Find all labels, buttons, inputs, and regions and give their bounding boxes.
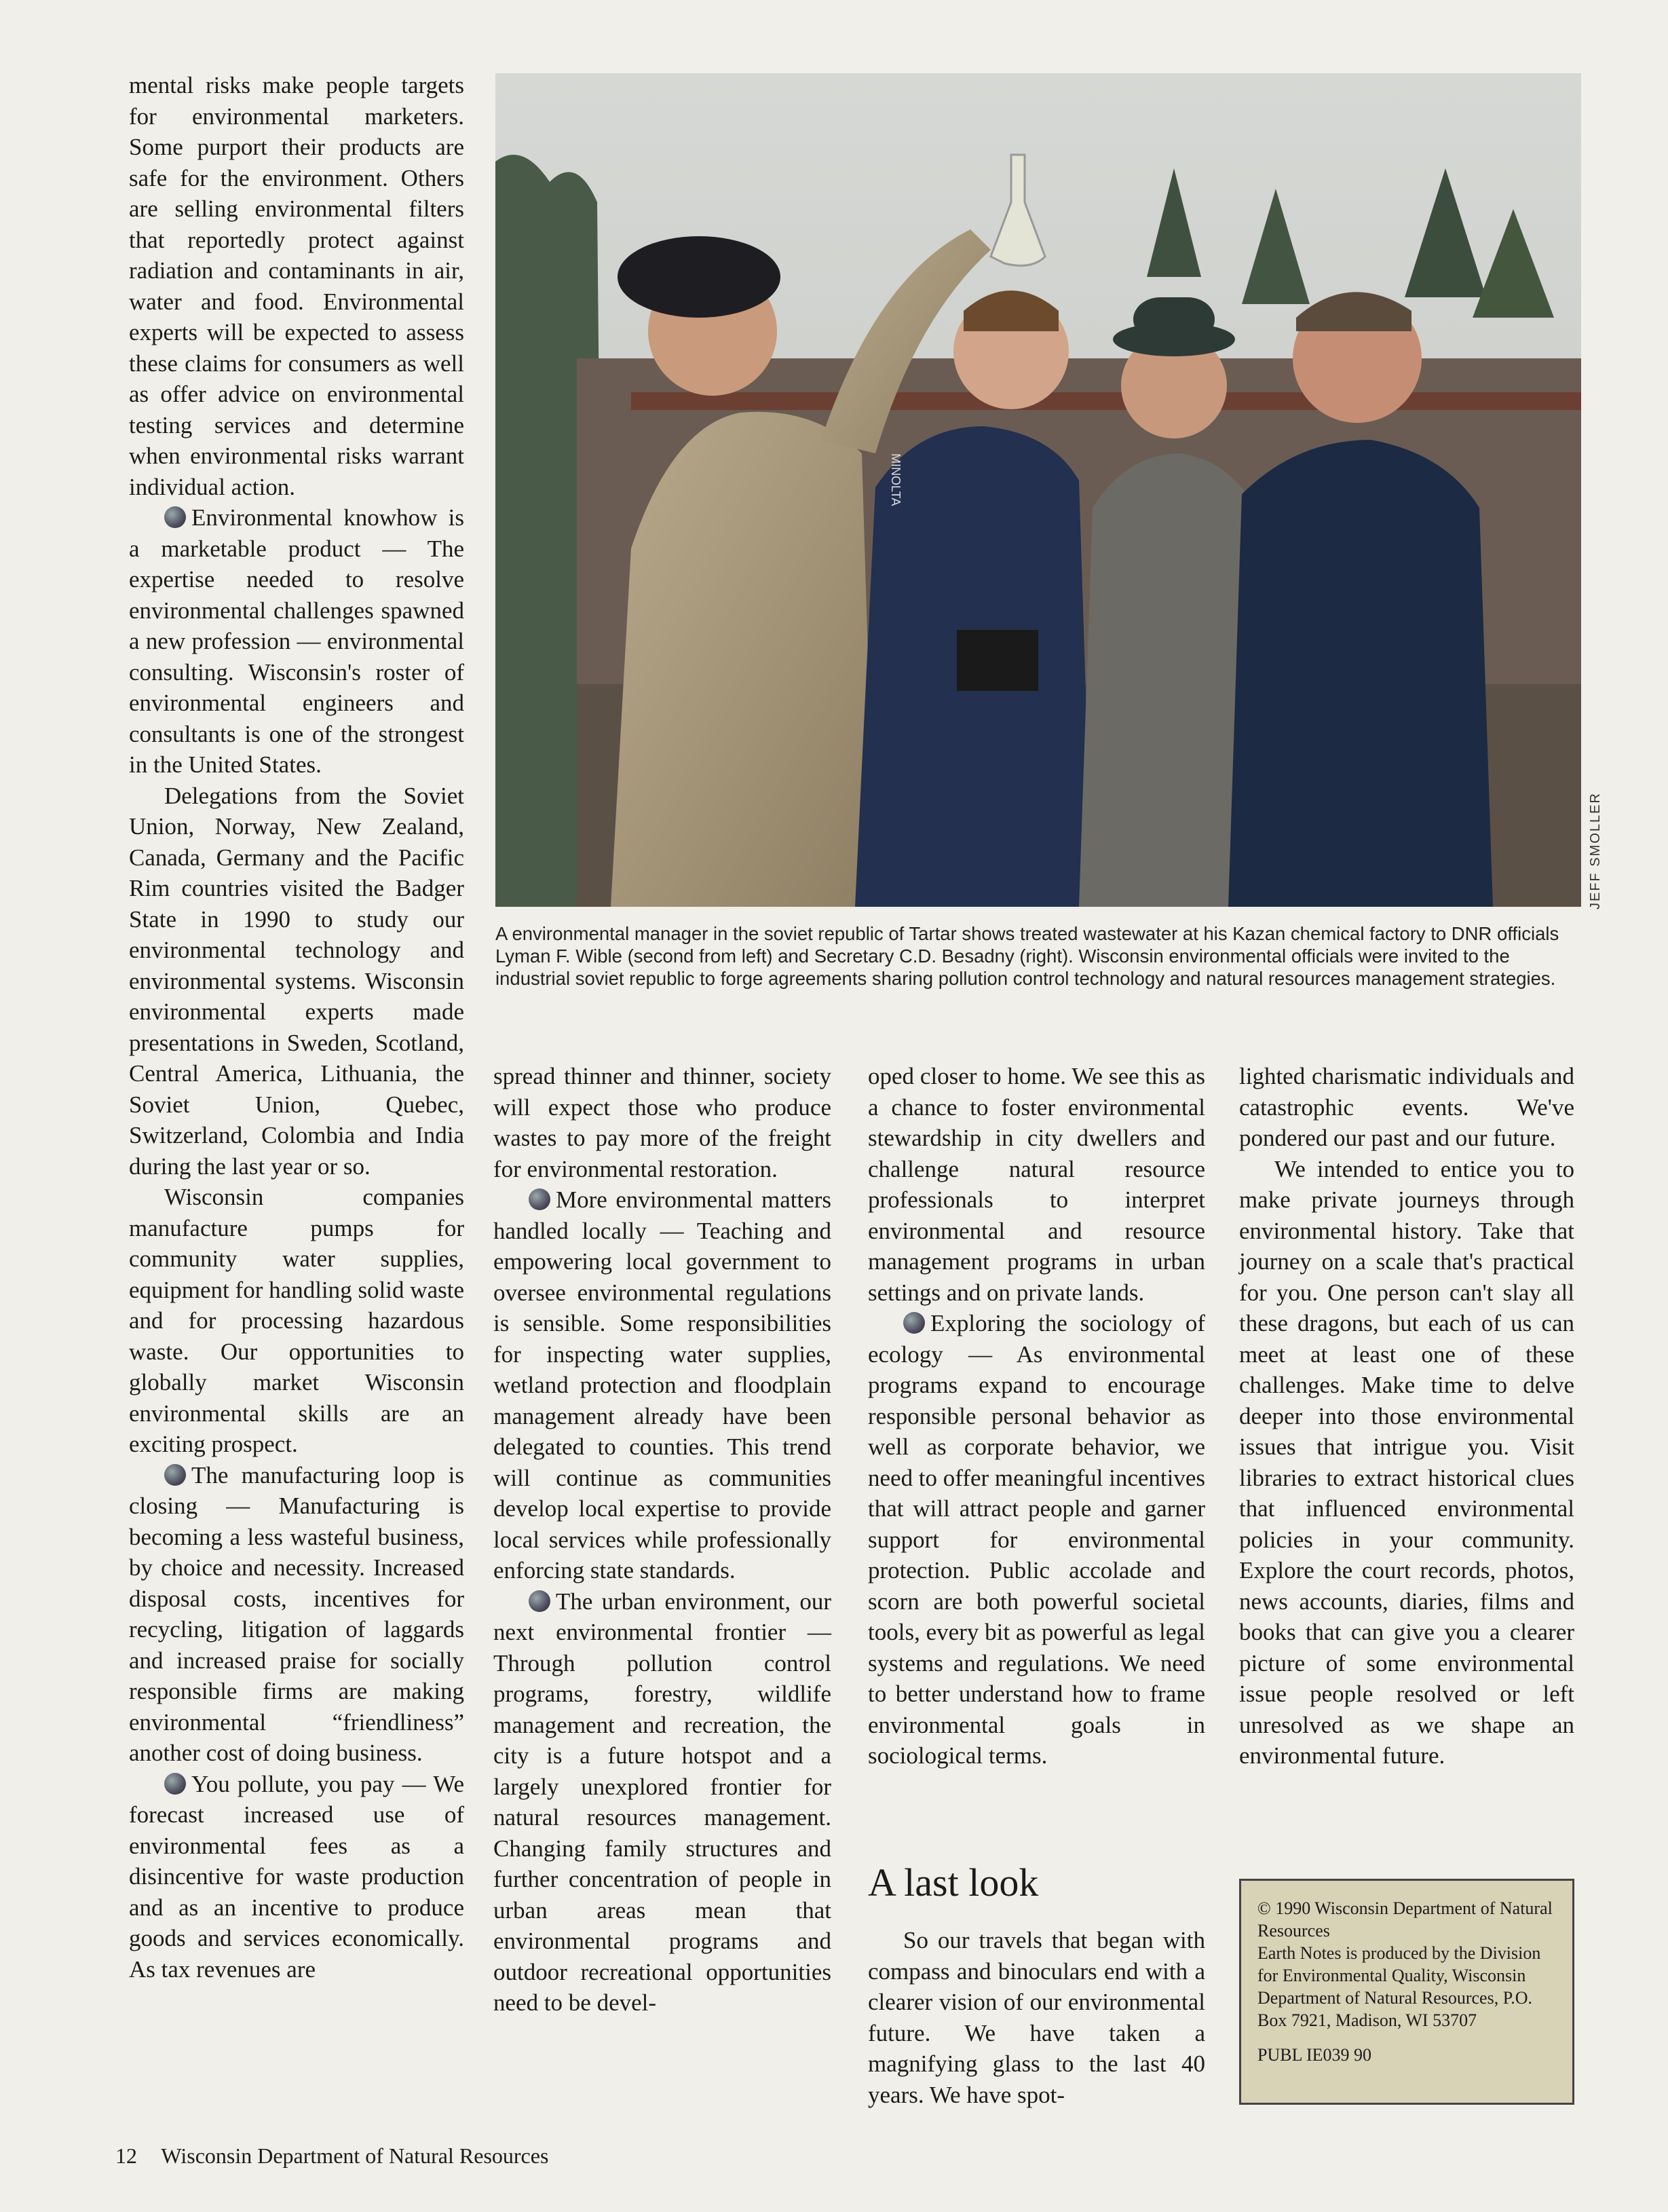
paragraph-lead: The manufacturing loop is closing —: [129, 1461, 464, 1519]
column-4: [1239, 1061, 1574, 1772]
earth-globe-icon: [164, 1464, 186, 1486]
paragraph: [868, 1925, 1205, 2110]
paragraph: [129, 70, 464, 502]
article-photo: [495, 73, 1581, 907]
paragraph: [129, 1769, 464, 1985]
paragraph-text: Delegations from the Soviet Union, Norway, New Zealand, Canada, Germany and the Pacific Rim countries visited the Badger State in 1990 to study our environmental technology and environmental systems. Wisconsin environmental experts made presentations in Sweden, Scotland, Central America, Lithuania, the Soviet Union, Quebec, Switzerland, Colombia and India during the last year or so.: [129, 782, 464, 1180]
paragraph: [493, 1586, 831, 2019]
paragraph: [493, 1061, 831, 1184]
paragraph-text: lighted charismatic individuals and catastrophic events. We've pondered our past and our future.: [1239, 1063, 1574, 1151]
paragraph-text: oped closer to home. We see this as a chance to foster environmental stewardship in city dwellers and challenge natural resource professionals to interpret environmental and resource management programs in urban settings and on private lands.: [868, 1063, 1205, 1306]
paragraph-lead: Environmental knowhow is a marketable product —: [129, 504, 464, 562]
earth-globe-icon: [164, 1773, 186, 1795]
paragraph-text: spread thinner and thinner, society will expect those who produce wastes to pay more of the freight for environmental restoration.: [493, 1063, 831, 1182]
earth-globe-icon: [529, 1188, 550, 1210]
production-line: Earth Notes is produced by the Division for Environmental Quality, Wisconsin Department of Natural Resources, P.O. Box 7921, Madison, WI 53707: [1257, 1943, 1541, 2030]
photo-credit: JEFF SMOLLER: [1588, 792, 1603, 910]
page-number: 12: [115, 2143, 137, 2168]
paragraph: [868, 1308, 1205, 1772]
paragraph-lead: More environmental matters handled locally —: [493, 1186, 831, 1244]
earth-globe-icon: [529, 1590, 550, 1612]
publisher-name: Wisconsin Department of Natural Resources: [161, 2143, 549, 2168]
paragraph-text: So our travels that began with compass and binoculars end with a clearer vision of our environmental future. We have taken a magnifying glass to the last 40 years. We have spot-: [868, 1927, 1205, 2108]
camera-strap-text: MINOLTA: [889, 453, 903, 506]
paragraph-lead: Exploring the sociology of ecology —: [868, 1310, 1205, 1368]
paragraph: [1239, 1061, 1574, 1154]
column-3: [868, 1061, 1205, 1772]
paragraph: [129, 1460, 464, 1769]
earth-globe-icon: [164, 506, 186, 528]
column-1: [129, 70, 464, 1985]
page-footer: [115, 2143, 548, 2169]
copyright-line: © 1990 Wisconsin Department of Natural Resources: [1257, 1898, 1553, 1941]
paragraph-lead: The urban environment, our next environmental frontier —: [493, 1588, 831, 1645]
paragraph-text: mental risks make people targets for environmental marketers. Some purport their products are safe for the environment. Others are selling environmental filters that reportedly protect against radiation and contaminants in air, water and food. Environmental experts will be expected to assess these claims for consumers as well as offer advice on environmental testing services and determine when environmental risks warrant individual action.: [129, 72, 464, 500]
paragraph-lead: You pollute, you pay —: [191, 1770, 426, 1797]
paragraph-text: Manufacturing is becoming a less wasteful business, by choice and necessity. Increased disposal costs, incentives for recycling, litigation of laggards and increased praise for socially responsible firms are making environmental “friendliness” another cost of doing business.: [129, 1493, 464, 1766]
paragraph-text: The expertise needed to resolve environmental challenges spawned a new profession — environmental consulting. Wisconsin's roster of environmental engineers and consultants is one of the strongest in the United States.: [129, 535, 465, 778]
paragraph: [129, 1182, 464, 1460]
publication-number: PUBL IE039 90: [1257, 2045, 1372, 2065]
paragraph: [1239, 1154, 1574, 1772]
photo-caption: A environmental manager in the soviet republic of Tartar shows treated wastewater at his Kazan chemical factory to DNR officials Lyman F. Wible (second from left) and Secretary C.D. Besadny (right). Wisconsin environmental officials were invited to the industrial soviet republic to forge agreements sharing pollution control technology and natural resources management strategies.: [495, 923, 1559, 989]
paragraph-text: Wisconsin companies manufacture pumps for community water supplies, equipment for handling solid waste and for processing hazardous waste. Our opportunities to globally market Wisconsin environmental skills are an exciting prospect.: [129, 1184, 464, 1457]
paragraph-text: We forecast increased use of environmental fees as a disincentive for waste production and as an incentive to produce goods and services economically. As tax revenues are: [129, 1770, 465, 1983]
earth-globe-icon: [903, 1312, 925, 1334]
section-heading: A last look: [868, 1860, 1039, 1905]
paragraph: [868, 1061, 1205, 1308]
paragraph-text: As environmental programs expand to encourage responsible personal behavior as well as corporate behavior, we need to offer meaningful incentives that will attract people and garner support for environmental protection. Public accolade and scorn are both powerful societal tools, every bit as powerful as legal systems and regulations. We need to better understand how to frame environmental goals in sociological terms.: [868, 1341, 1206, 1769]
paragraph: [129, 502, 464, 781]
paragraph-text: Through pollution control programs, forestry, wildlife management and recreation, the city is a future hotspot and a largely unexplored frontier for natural resources management. Changing family structures and further concentration of people in urban areas mean that environmental programs and outdoor recreational opportunities need to be devel-: [493, 1649, 831, 2016]
paragraph: [129, 781, 464, 1182]
paragraph: [493, 1184, 831, 1586]
paragraph-text: We intended to entice you to make private journeys through environmental history. Take that journey on a scale that's practical for you. One person can't slay all these dragons, but each of us can meet at least one of these challenges. Make time to delve deeper into those environmental issues that intrigue you. Visit libraries to extract historical clues that influenced environmental policies in your community. Explore the court records, photos, news accounts, diaries, films and books that can give you a clearer picture of some environmental issue people resolved or left unresolved as we shape an environmental future.: [1239, 1155, 1574, 1769]
column-3-continued: [868, 1925, 1205, 2110]
paragraph-text: Teaching and empowering local government to oversee environmental regulations is sensible. Some responsibilities for inspecting water supplies, wetland protection and floodplain management already have been delegated to counties. This trend will continue as communities develop local expertise to provide local services while professionally enforcing state standards.: [493, 1217, 831, 1583]
credits-box: [1239, 1879, 1574, 2105]
column-2: [493, 1061, 831, 2019]
